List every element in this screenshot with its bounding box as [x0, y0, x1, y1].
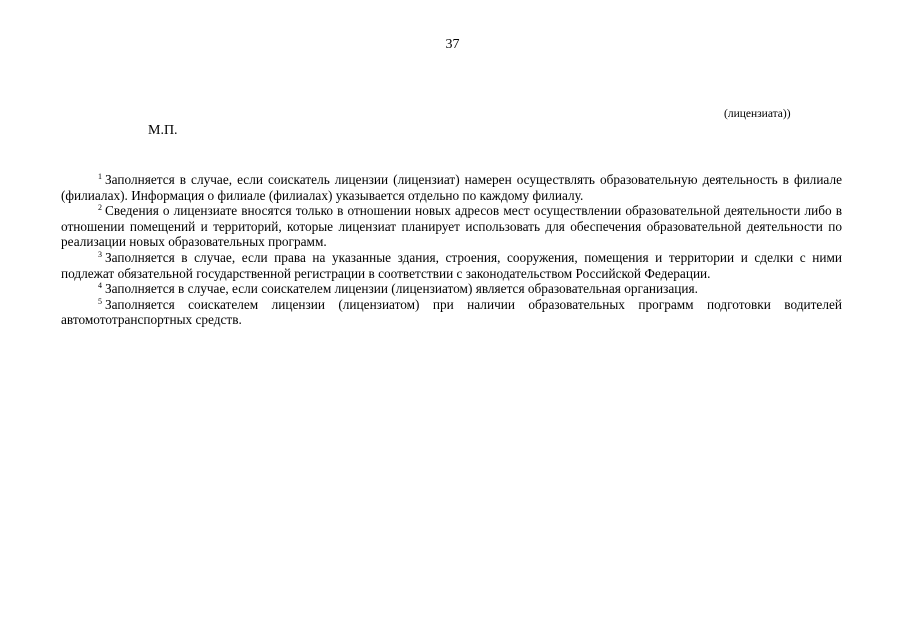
footnote-5	[61, 297, 842, 328]
footnotes-section	[61, 172, 842, 328]
footnote-2	[61, 203, 842, 250]
footnote-marker: 1	[98, 172, 102, 181]
footnote-text: Заполняется в случае, если соискателем лицензии (лицензиатом) является образовательная организация.	[105, 281, 698, 297]
footnote-text: Сведения о лицензиате вносятся только в отношении новых адресов мест осуществлении образовательной деятельности либо в отношении помещений и территорий, которые лицензиат планирует использовать для обеспечения образовательной деятельности по реализации новых образовательных программ.	[61, 203, 842, 250]
footnote-marker: 4	[98, 281, 102, 291]
footnote-text: Заполняется в случае, если соискатель лицензии (лицензиат) намерен осуществлять образовательную деятельность в филиале (филиалах). Информация о филиале (филиалах) указывается отдельно по каждому филиалу.	[61, 172, 842, 203]
stamp-label: М.П.	[148, 123, 178, 138]
footnote-marker: 3	[98, 249, 102, 259]
page-number: 37	[445, 37, 460, 52]
footnote-marker: 2	[98, 203, 102, 213]
footnote-4	[61, 281, 842, 297]
footnote-3	[61, 250, 842, 281]
footnote-text: Заполняется соискателем лицензии (лицензиатом) при наличии образовательных программ подготовки водителей автомототранспортных средств.	[61, 296, 842, 328]
footnote-marker: 5	[98, 296, 102, 306]
footnote-1	[61, 172, 842, 203]
licensee-caption: (лицензиата))	[724, 108, 791, 120]
footnote-text: Заполняется в случае, если права на указанные здания, строения, сооружения, помещения и территории и сделки с ними подлежат обязательной государственной регистрации в соответствии с законодательством Российской Федерации.	[61, 249, 842, 281]
